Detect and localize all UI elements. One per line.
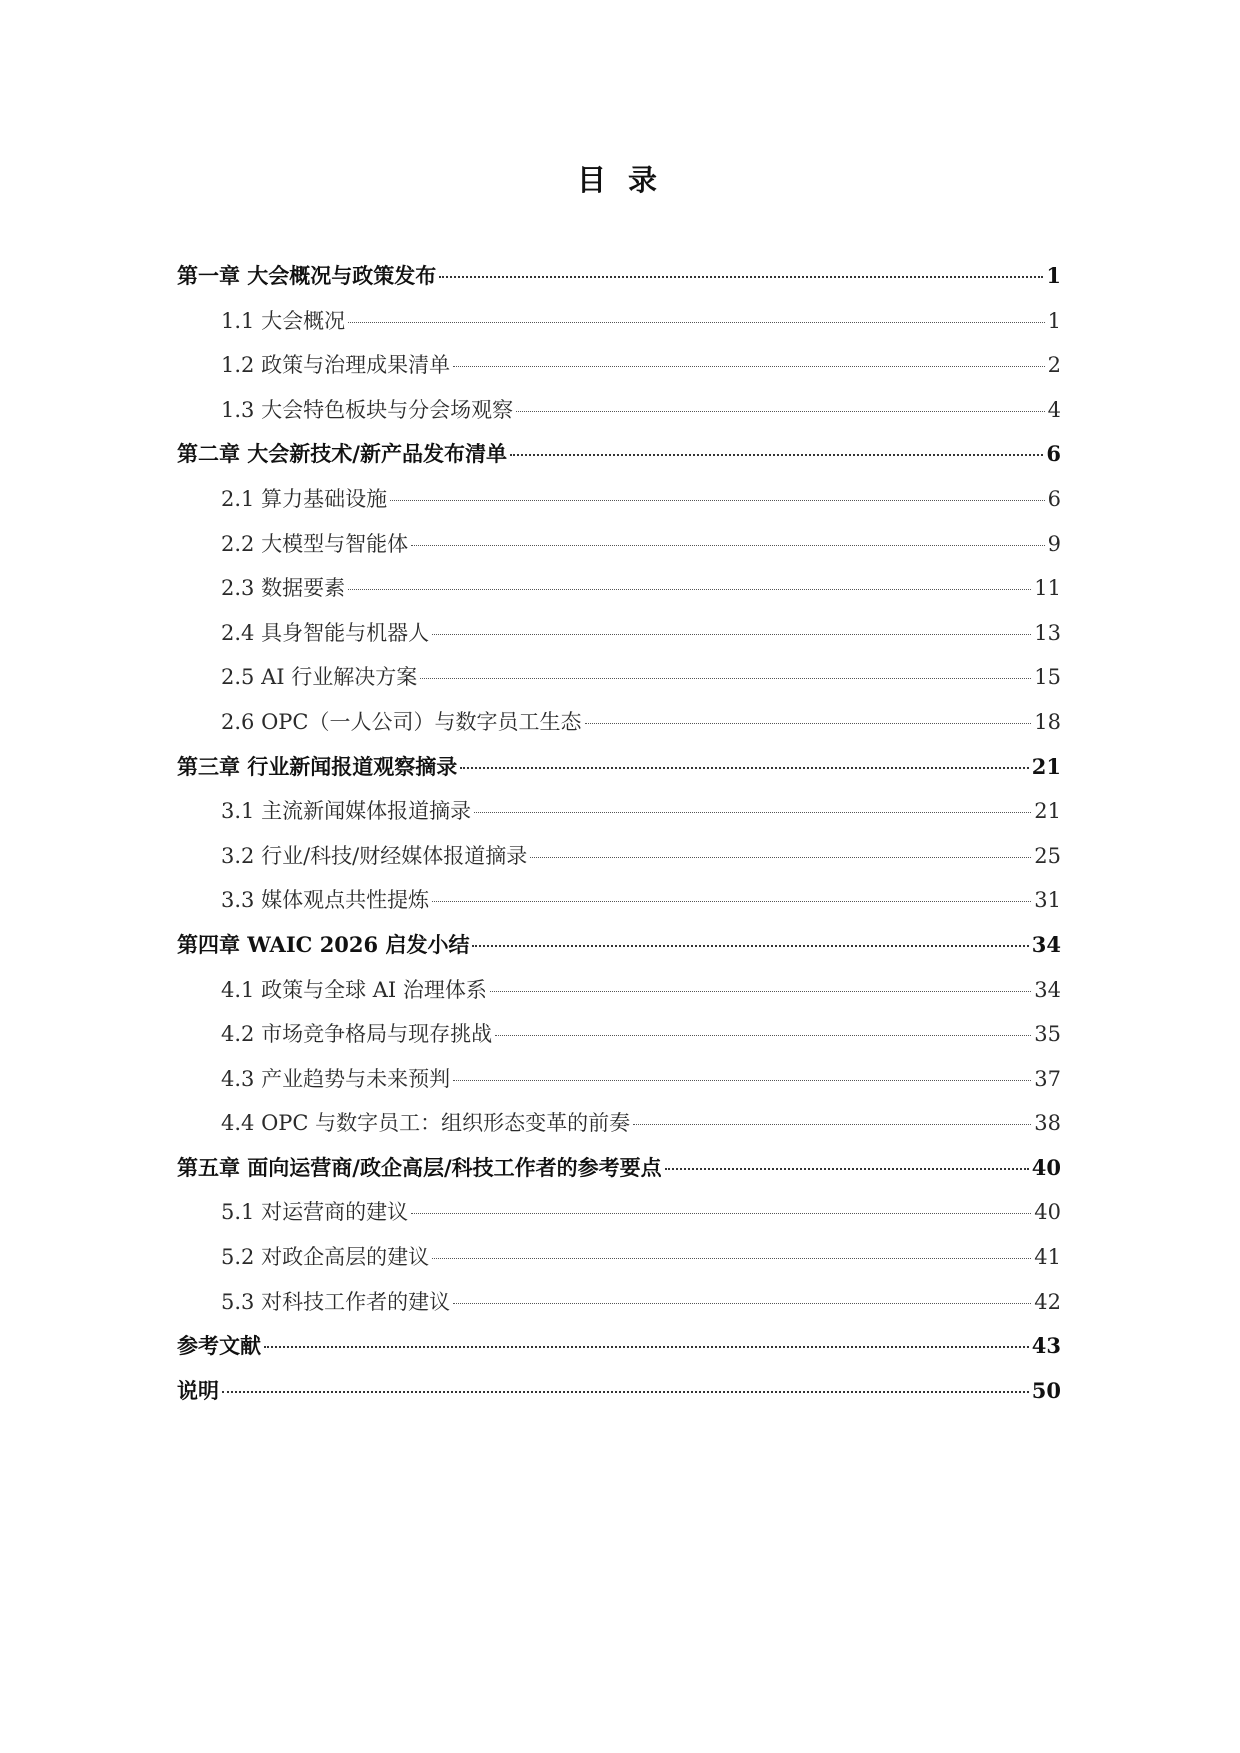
toc-section-entry[interactable] — [177, 1101, 1061, 1146]
toc-page-number: 6 — [1047, 486, 1061, 511]
toc-entry-label: 参考文献 — [177, 1333, 261, 1359]
toc-section-entry[interactable] — [177, 1280, 1061, 1325]
toc-section-entry[interactable] — [177, 477, 1061, 522]
dot-leader — [460, 766, 1028, 769]
toc-entry-label: 5.3 对科技工作者的建议 — [221, 1289, 451, 1314]
toc-entry-label: 4.3 产业趋势与未来预判 — [221, 1066, 451, 1091]
toc-page-number: 2 — [1047, 353, 1061, 378]
toc-section-entry[interactable] — [177, 522, 1061, 567]
toc-entry-label: 2.4 具身智能与机器人 — [221, 620, 430, 645]
dot-leader — [453, 1302, 1031, 1304]
toc-section-entry[interactable] — [177, 1012, 1061, 1057]
toc-page-number: 1 — [1047, 308, 1061, 333]
dot-leader — [348, 321, 1045, 323]
toc-page-number: 41 — [1034, 1245, 1061, 1270]
toc-section-entry[interactable] — [177, 388, 1061, 433]
dot-leader — [510, 453, 1043, 456]
toc-entry-label: 1.2 政策与治理成果清单 — [221, 353, 451, 378]
toc-section-entry[interactable] — [177, 655, 1061, 700]
dot-leader — [516, 410, 1045, 412]
toc-page-number: 40 — [1034, 1200, 1061, 1225]
dot-leader — [411, 1212, 1031, 1214]
toc-section-entry[interactable] — [177, 700, 1061, 745]
dot-leader — [453, 365, 1045, 367]
toc-entry-label: 1.3 大会特色板块与分会场观察 — [221, 397, 514, 422]
toc-section-entry[interactable] — [177, 1190, 1061, 1235]
toc-entry-label: 第四章 WAIC 2026 启发小结 — [177, 931, 470, 957]
toc-entry-label: 5.2 对政企高层的建议 — [221, 1245, 430, 1270]
toc-entry-label: 第五章 面向运营商/政企高层/科技工作者的参考要点 — [177, 1154, 662, 1180]
toc-page-number: 35 — [1034, 1022, 1061, 1047]
dot-leader — [474, 811, 1031, 813]
dot-leader — [585, 722, 1032, 724]
toc-page-number: 25 — [1034, 843, 1061, 868]
toc-entry-label: 第三章 行业新闻报道观察摘录 — [177, 753, 458, 779]
toc-entry-label: 2.5 AI 行业解决方案 — [221, 665, 418, 690]
toc-page-number: 21 — [1031, 753, 1061, 779]
toc-chapter-entry[interactable] — [177, 1369, 1061, 1414]
toc-entry-label: 2.1 算力基础设施 — [221, 486, 388, 511]
dot-leader — [453, 1079, 1031, 1081]
toc-page-number: 4 — [1047, 397, 1061, 422]
toc-page-number: 21 — [1034, 799, 1061, 824]
toc-page-number: 38 — [1034, 1111, 1061, 1136]
toc-page-number: 43 — [1031, 1333, 1061, 1359]
toc-page-number: 42 — [1034, 1289, 1061, 1314]
dot-leader — [472, 944, 1028, 947]
toc-section-entry[interactable] — [177, 789, 1061, 834]
dot-leader — [348, 588, 1031, 590]
toc-page-number: 34 — [1034, 977, 1061, 1002]
toc-section-entry[interactable] — [177, 566, 1061, 611]
toc-title: 目 录 — [576, 163, 664, 197]
toc-section-entry[interactable] — [177, 1235, 1061, 1280]
toc-section-entry[interactable] — [177, 611, 1061, 656]
toc-entry-label: 第一章 大会概况与政策发布 — [177, 263, 437, 288]
toc-page-number: 34 — [1031, 931, 1061, 957]
toc-page-number: 18 — [1034, 709, 1061, 734]
toc-section-entry[interactable] — [177, 834, 1061, 879]
dot-leader — [411, 544, 1045, 546]
dot-leader — [432, 900, 1031, 902]
toc-entry-label: 3.2 行业/科技/财经媒体报道摘录 — [221, 843, 528, 868]
toc-page-number: 50 — [1031, 1377, 1061, 1403]
toc-page-number: 9 — [1047, 531, 1061, 556]
toc-section-entry[interactable] — [177, 299, 1061, 344]
toc-section-entry[interactable] — [177, 1057, 1061, 1102]
toc-entry-label: 说明 — [177, 1377, 219, 1403]
toc-entry-label: 1.1 大会概况 — [221, 308, 346, 333]
toc-entry-label: 4.4 OPC 与数字员工：组织形态变革的前奏 — [221, 1111, 631, 1136]
toc-entry-label: 第二章 大会新技术/新产品发布清单 — [177, 441, 507, 467]
toc-chapter-entry[interactable] — [177, 1146, 1061, 1191]
toc-section-entry[interactable] — [177, 343, 1061, 388]
toc-page-number: 40 — [1031, 1154, 1061, 1180]
dot-leader — [633, 1123, 1031, 1125]
toc-chapter-entry[interactable] — [177, 1324, 1061, 1369]
toc-chapter-entry[interactable] — [177, 254, 1061, 299]
toc-page-number: 1 — [1046, 263, 1061, 288]
toc-chapter-entry[interactable] — [177, 745, 1061, 790]
toc-section-entry[interactable] — [177, 968, 1061, 1013]
toc-entry-label: 4.2 市场竞争格局与现存挑战 — [221, 1022, 493, 1047]
toc-page-number: 6 — [1046, 441, 1061, 467]
toc-chapter-entry[interactable] — [177, 432, 1061, 477]
dot-leader — [439, 275, 1043, 278]
toc-chapter-entry[interactable] — [177, 923, 1061, 968]
toc-entry-label: 2.2 大模型与智能体 — [221, 531, 409, 556]
toc-entry-label: 4.1 政策与全球 AI 治理体系 — [221, 977, 487, 1002]
table-of-contents — [177, 254, 1061, 1413]
toc-page-number: 13 — [1034, 620, 1061, 645]
toc-page-number: 37 — [1034, 1066, 1061, 1091]
dot-leader — [264, 1345, 1029, 1348]
toc-entry-label: 5.1 对运营商的建议 — [221, 1200, 409, 1225]
toc-page-number: 11 — [1034, 576, 1061, 601]
dot-leader — [222, 1390, 1029, 1393]
dot-leader — [665, 1167, 1029, 1170]
dot-leader — [490, 990, 1031, 992]
dot-leader — [432, 633, 1031, 635]
toc-entry-label: 3.3 媒体观点共性提炼 — [221, 888, 430, 913]
toc-entry-label: 3.1 主流新闻媒体报道摘录 — [221, 799, 472, 824]
dot-leader — [390, 499, 1045, 501]
dot-leader — [420, 677, 1031, 679]
toc-entry-label: 2.3 数据要素 — [221, 576, 346, 601]
toc-page-number: 15 — [1034, 665, 1061, 690]
dot-leader — [495, 1034, 1031, 1036]
toc-entry-label: 2.6 OPC（一人公司）与数字员工生态 — [221, 709, 582, 734]
toc-section-entry[interactable] — [177, 878, 1061, 923]
toc-page-number: 31 — [1034, 888, 1061, 913]
dot-leader — [432, 1257, 1031, 1259]
dot-leader — [530, 856, 1031, 858]
